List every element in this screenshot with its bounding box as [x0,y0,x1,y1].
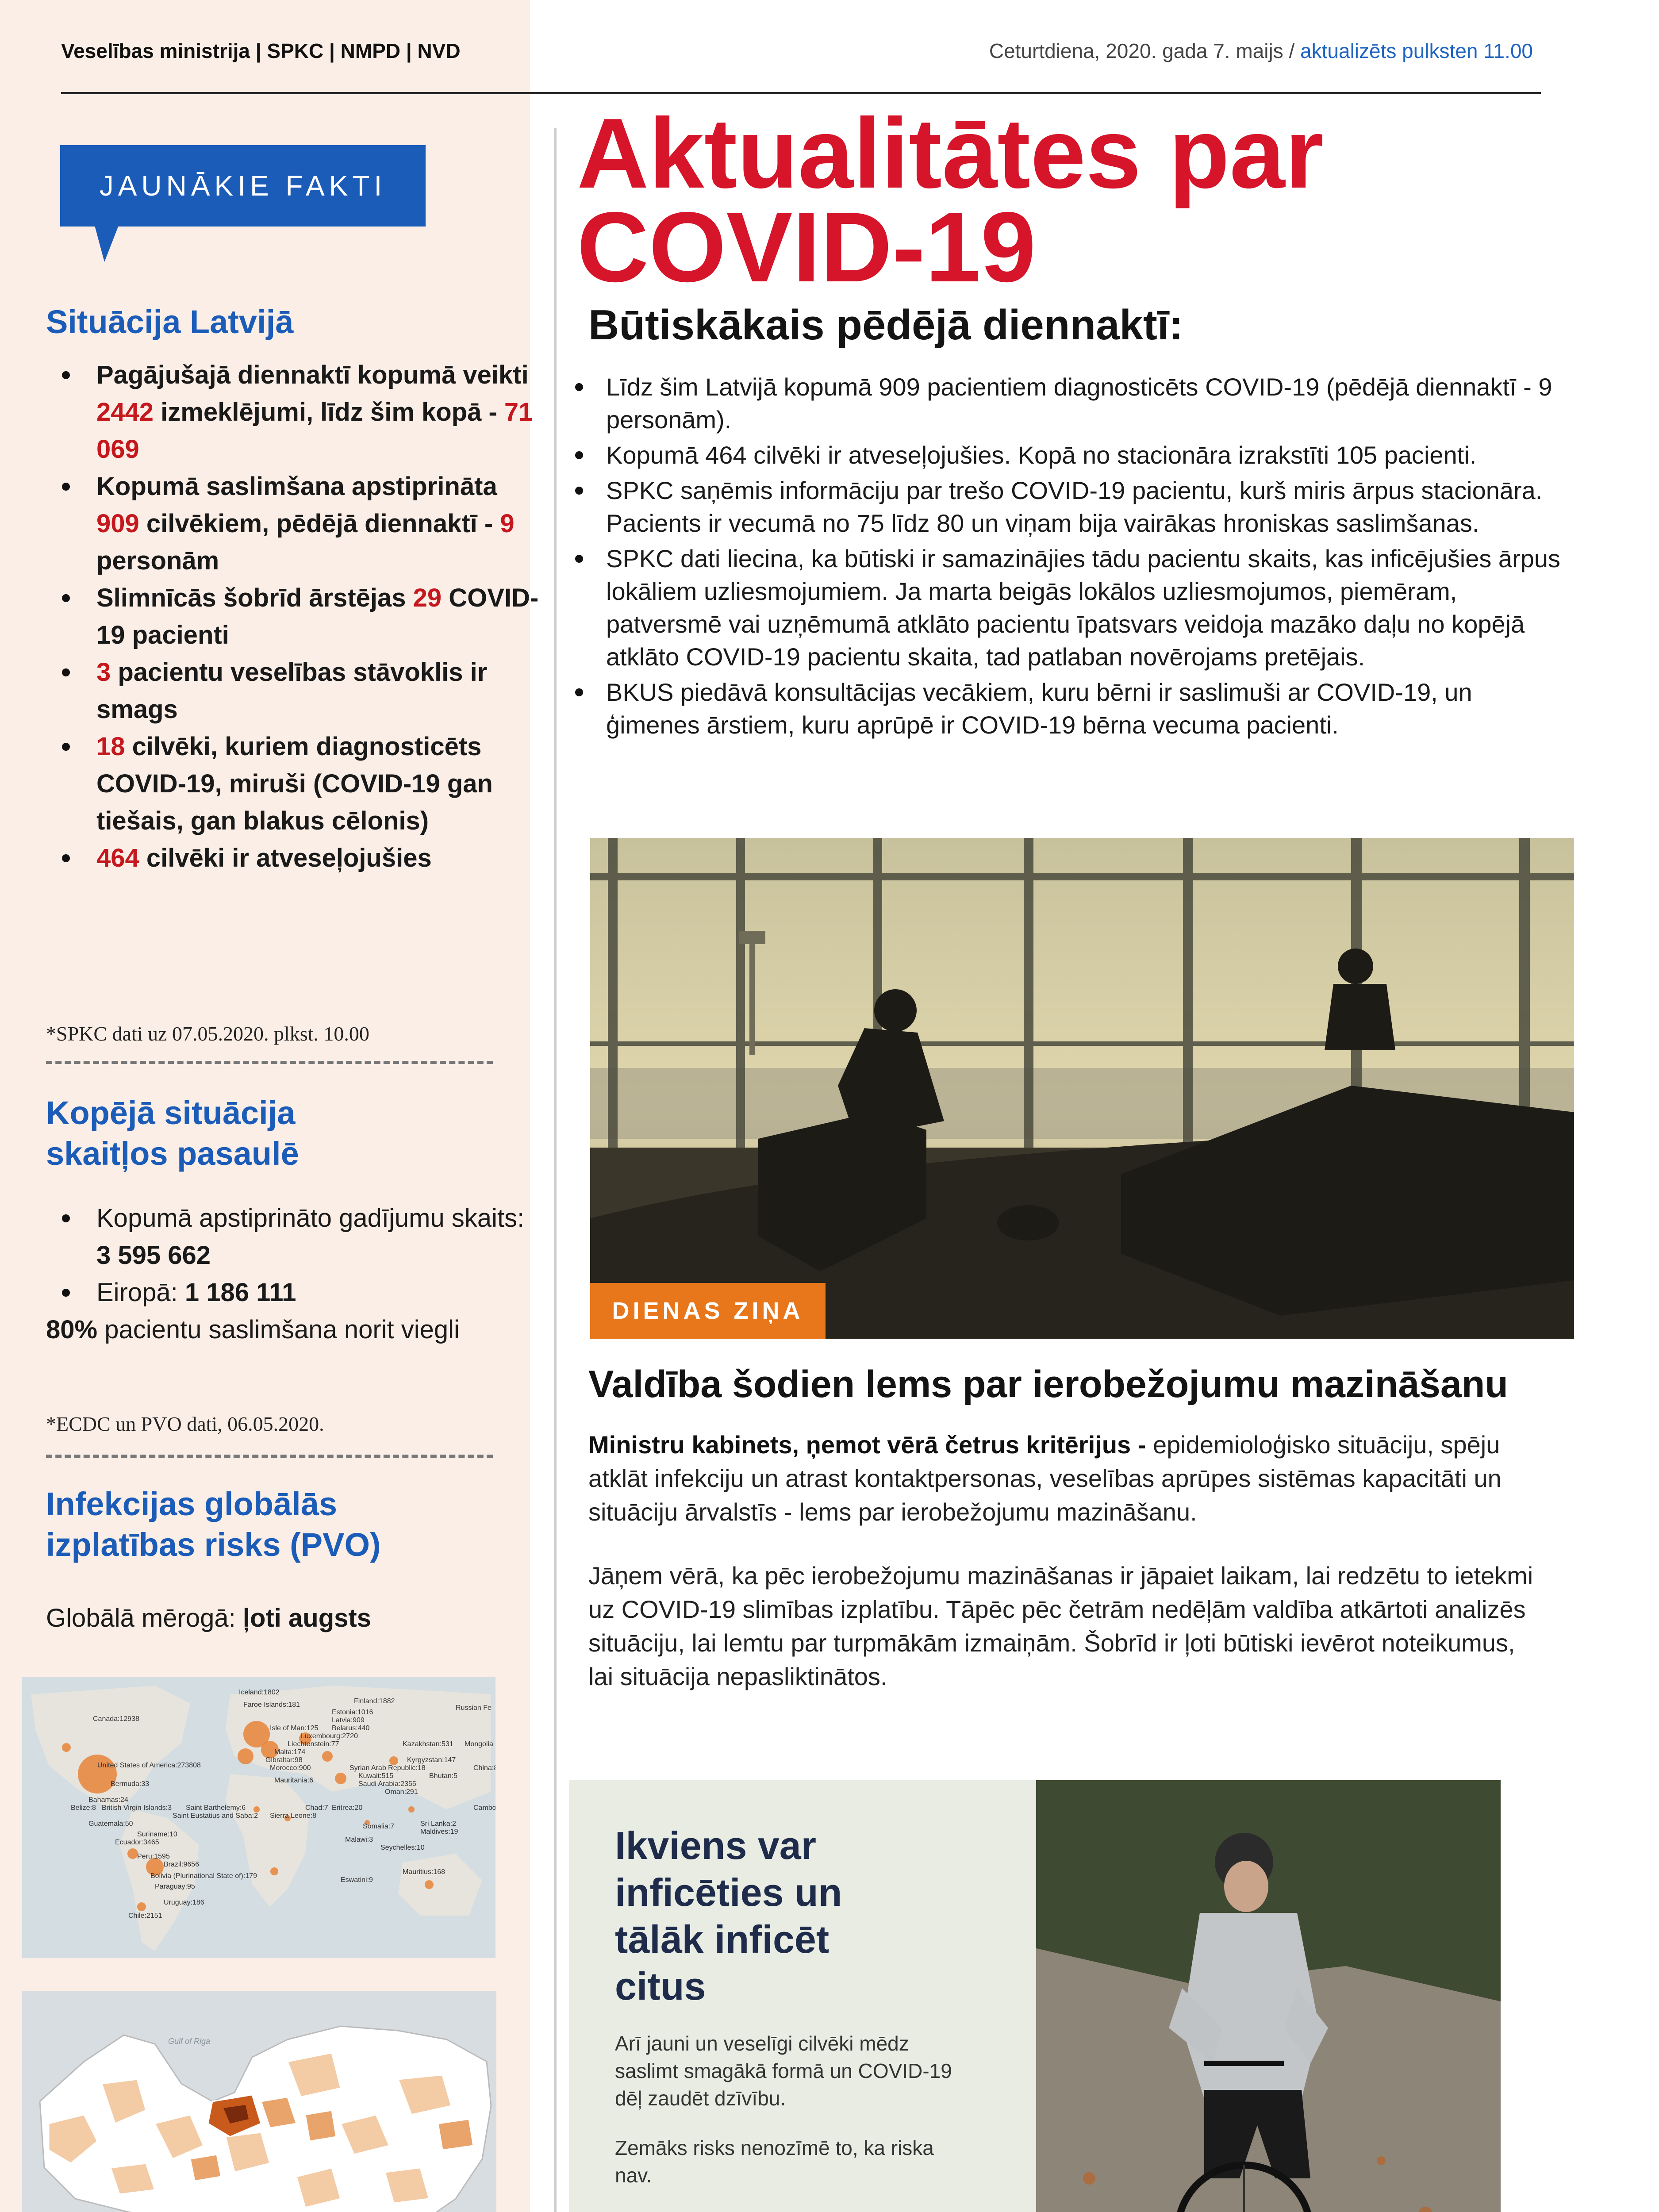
world-stat: Eiropā: 1 186 111 [96,1274,543,1311]
map-label: Eswatini:9 [341,1876,373,1884]
map-label: Maldives:19 [420,1828,458,1836]
latvia-stat: 3 pacientu veselības stāvoklis ir smags [96,654,539,728]
map-label: Morocco:900 [270,1764,311,1772]
map-label: Finland:1882 [354,1697,395,1705]
key-point: Kopumā 464 cilvēki ir atveseļojušies. Kopā no stacionāra izrakstīti 105 pacienti. [606,439,1571,472]
dashed-divider [46,1061,493,1064]
map-label: Saudi Arabia:2355 [358,1780,416,1788]
map-label: Liechtenstein:77 [288,1740,339,1748]
world-map-graphic [22,1677,495,1958]
map-label: Latvia:909 [332,1717,365,1724]
cyclist-photo [1036,1780,1501,2212]
cyclist-photo-graphic [1036,1780,1501,2212]
map-label: British Virgin Islands:3 [102,1804,172,1812]
dashed-divider [46,1455,493,1458]
header-agencies: Veselības ministrija | SPKC | NMPD | NVD [61,39,461,62]
map-label: Kuwait:515 [358,1772,394,1780]
map-label: Kyrgyzstan:147 [407,1756,456,1764]
map-label: Syrian Arab Republic:18 [349,1764,426,1772]
map-label: Cambo [473,1804,495,1812]
map-label: United States of America:273808 [97,1762,201,1769]
map-label: Bolivia (Plurinational State of):179 [150,1872,257,1880]
map-label: Mongolia [465,1740,493,1748]
map-label: China:8 [473,1764,495,1772]
map-label: Mauritania:6 [274,1777,314,1784]
spkc-note: *SPKC dati uz 07.05.2020. plkst. 10.00 [46,1022,369,1045]
header-updated: aktualizēts pulksten 11.00 [1300,39,1533,62]
column-divider [554,128,557,2212]
ad-paragraph-2: Zemāks risks nenozīmē to, ka riska nav. [615,2136,934,2187]
map-label: Iceland:1802 [239,1689,280,1696]
ad-paragraph-1: Arī jauni un veselīgi cilvēki mēdz saslimt smagākā formā un COVID-19 dēļ zaudēt dzīvību. [615,2032,952,2110]
page-title: Aktualitātes par COVID-19 [577,97,1324,303]
world-heading: Kopējā situācija skaitļos pasaulē [46,1094,299,1172]
news-heading: Valdība šodien lems par ierobežojumu mazināšanu [588,1363,1508,1406]
header-date: Ceturtdiena, 2020. gada 7. maijs / aktualizēts pulksten 11.00 [989,39,1533,62]
map-label: Chad:7 [305,1804,328,1812]
risk-heading: Infekcijas globālās izplatības risks (PVO) [46,1486,381,1563]
map-label: Kazakhstan:531 [403,1740,453,1748]
latvia-stats-list [46,357,539,877]
world-cases-map [22,1677,495,1958]
map-label: Suriname:10 [137,1831,177,1838]
latvia-stat: Pagājušajā diennaktī kopumā veikti 2442 izmeklējumi, līdz šim kopā - 71 069 [96,357,539,468]
latvia-heading: Situācija Latvijā [46,303,294,340]
map-label: Sierra Leone:8 [270,1812,316,1820]
map-label: Estonia:1016 [332,1709,373,1716]
map-label: Sri Lanka:2 [420,1820,456,1828]
latvia-stat: Slimnīcās šobrīd ārstējas 29 COVID-19 pacienti [96,580,539,654]
map-label: Bhutan:5 [429,1772,458,1780]
latest-facts-badge: JAUNĀKIE FAKTI [60,145,426,227]
map-label: Canada:12938 [93,1715,139,1723]
key-point: BKUS piedāvā konsultācijas vecākiem, kuru bērni ir saslimuši ar COVID-19, un ģimenes ārstiem, kuru aprūpē ir COVID-19 bērna vecuma pacienti. [606,676,1571,741]
map-label: Bermuda:33 [111,1780,150,1788]
map-label: Faroe Islands:181 [243,1701,300,1709]
map-label: Belize:8 [71,1804,96,1812]
ecdc-note: *ECDC un PVO dati, 06.05.2020. [46,1413,324,1435]
world-stats-list [46,1200,543,1311]
latvia-map-graphic [22,1991,496,2212]
latvia-stat: 18 cilvēki, kuriem diagnosticēts COVID-19, miruši (COVID-19 gan tiešais, gan blakus cēlonis) [96,728,539,840]
risk-level: Globālā mērogā: ļoti augsts [46,1604,371,1632]
map-label: Gibraltar:98 [265,1756,303,1764]
map-label: Paraguay:95 [155,1883,195,1890]
map-label: Saint Barthelemy:6 [186,1804,246,1812]
key-points-heading: Būtiskākais pēdējā diennaktī: [588,301,1183,349]
map-label: Chile:2151 [128,1912,162,1920]
map-label: Brazil:9656 [164,1861,200,1868]
map-label: Luxembourg:2720 [301,1732,358,1740]
gulf-of-riga-label: Gulf of Riga [168,2037,211,2046]
airport-photo-graphic [590,838,1574,1339]
speech-tail-icon [95,226,119,262]
map-label: Bahamas:24 [88,1796,128,1804]
key-point: Līdz šim Latvijā kopumā 909 pacientiem diagnosticēts COVID-19 (pēdējā diennaktī - 9 personām). [606,371,1571,436]
key-point: SPKC dati liecina, ka būtiski ir samazinājies tādu pacientu skaits, kas inficējušies ārpus lokāliem uzliesmojumiem. Ja marta beigās lokālos uzliesmojumos, piemēram, patversmē vai uzņēmumā atklāto pacientu īpatsvars veidoja mazāko daļu no kopējā atklāto COVID-19 pacientu skaita, tad patlaban novērojams pretējais. [606,542,1571,673]
key-point: SPKC saņēmis informāciju par trešo COVID-19 pacientu, kurš miris ārpus stacionāra. Pacients ir vecumā no 75 līdz 80 un viņam bija vairākas hroniskas saslimšanas. [606,474,1571,540]
map-label: Mauritius:168 [403,1868,445,1876]
map-label: Isle of Man:125 [270,1724,319,1732]
key-points-list [575,371,1571,744]
map-label: Malta:174 [274,1748,306,1756]
map-label: Saint Eustatius and Saba:2 [173,1812,258,1820]
map-label: Ecuador:3465 [115,1839,159,1846]
airport-photo [590,838,1574,1339]
awareness-ad [569,1780,1501,2212]
map-label: Oman:291 [385,1788,418,1796]
news-paragraph-2: Jāņem vērā, ka pēc ierobežojumu mazināšanas ir jāpaiet laikam, lai redzētu to ietekmi uz COVID-19 slimības izplatību. Tāpēc pēc četrām nedēļām valdība atkārtoti analizēs situāciju, lai lemtu par turpmākām izmaiņām. Šobrīd ir ļoti būtiski ievērot noteikumus, lai situācija nepasliktinātos. [588,1562,1533,1690]
latvia-stat: 464 cilvēki ir atveseļojušies [96,840,539,877]
latvia-cases-map [22,1991,496,2212]
news-of-day-badge: DIENAS ZIŅA [590,1283,826,1339]
ad-heading: Ikviens var inficēties un tālāk inficēt citus [615,1824,842,2008]
world-stat: Kopumā apstiprināto gadījumu skaits: 3 595 662 [96,1200,543,1274]
mild-cases-text: 80% pacientu saslimšana norit viegli [46,1315,460,1344]
map-label: Uruguay:186 [164,1899,204,1906]
map-label: Seychelles:10 [380,1844,425,1851]
map-label: Belarus:440 [332,1724,370,1732]
map-label: Guatemala:50 [88,1820,133,1828]
news-paragraph-1: Ministru kabinets, ņemot vērā četrus kritērijus - epidemioloģisko situāciju, spēju atklāt infekciju un atrast kontaktpersonas, veselības aprūpes sistēmas kapacitāti un situāciju ārvalstīs - lems par ierobežojumu mazināšanu. [588,1431,1502,1526]
latvia-stat: Kopumā saslimšana apstiprināta 909 cilvēkiem, pēdējā diennaktī - 9 personām [96,468,539,580]
map-label: Peru:1595 [137,1853,170,1860]
map-label: Somalia:7 [363,1823,395,1830]
map-label: Malawi:3 [345,1836,373,1843]
map-label: Russian Fe [456,1704,492,1712]
map-label: Eritrea:20 [332,1804,363,1812]
header-rule [61,92,1541,94]
